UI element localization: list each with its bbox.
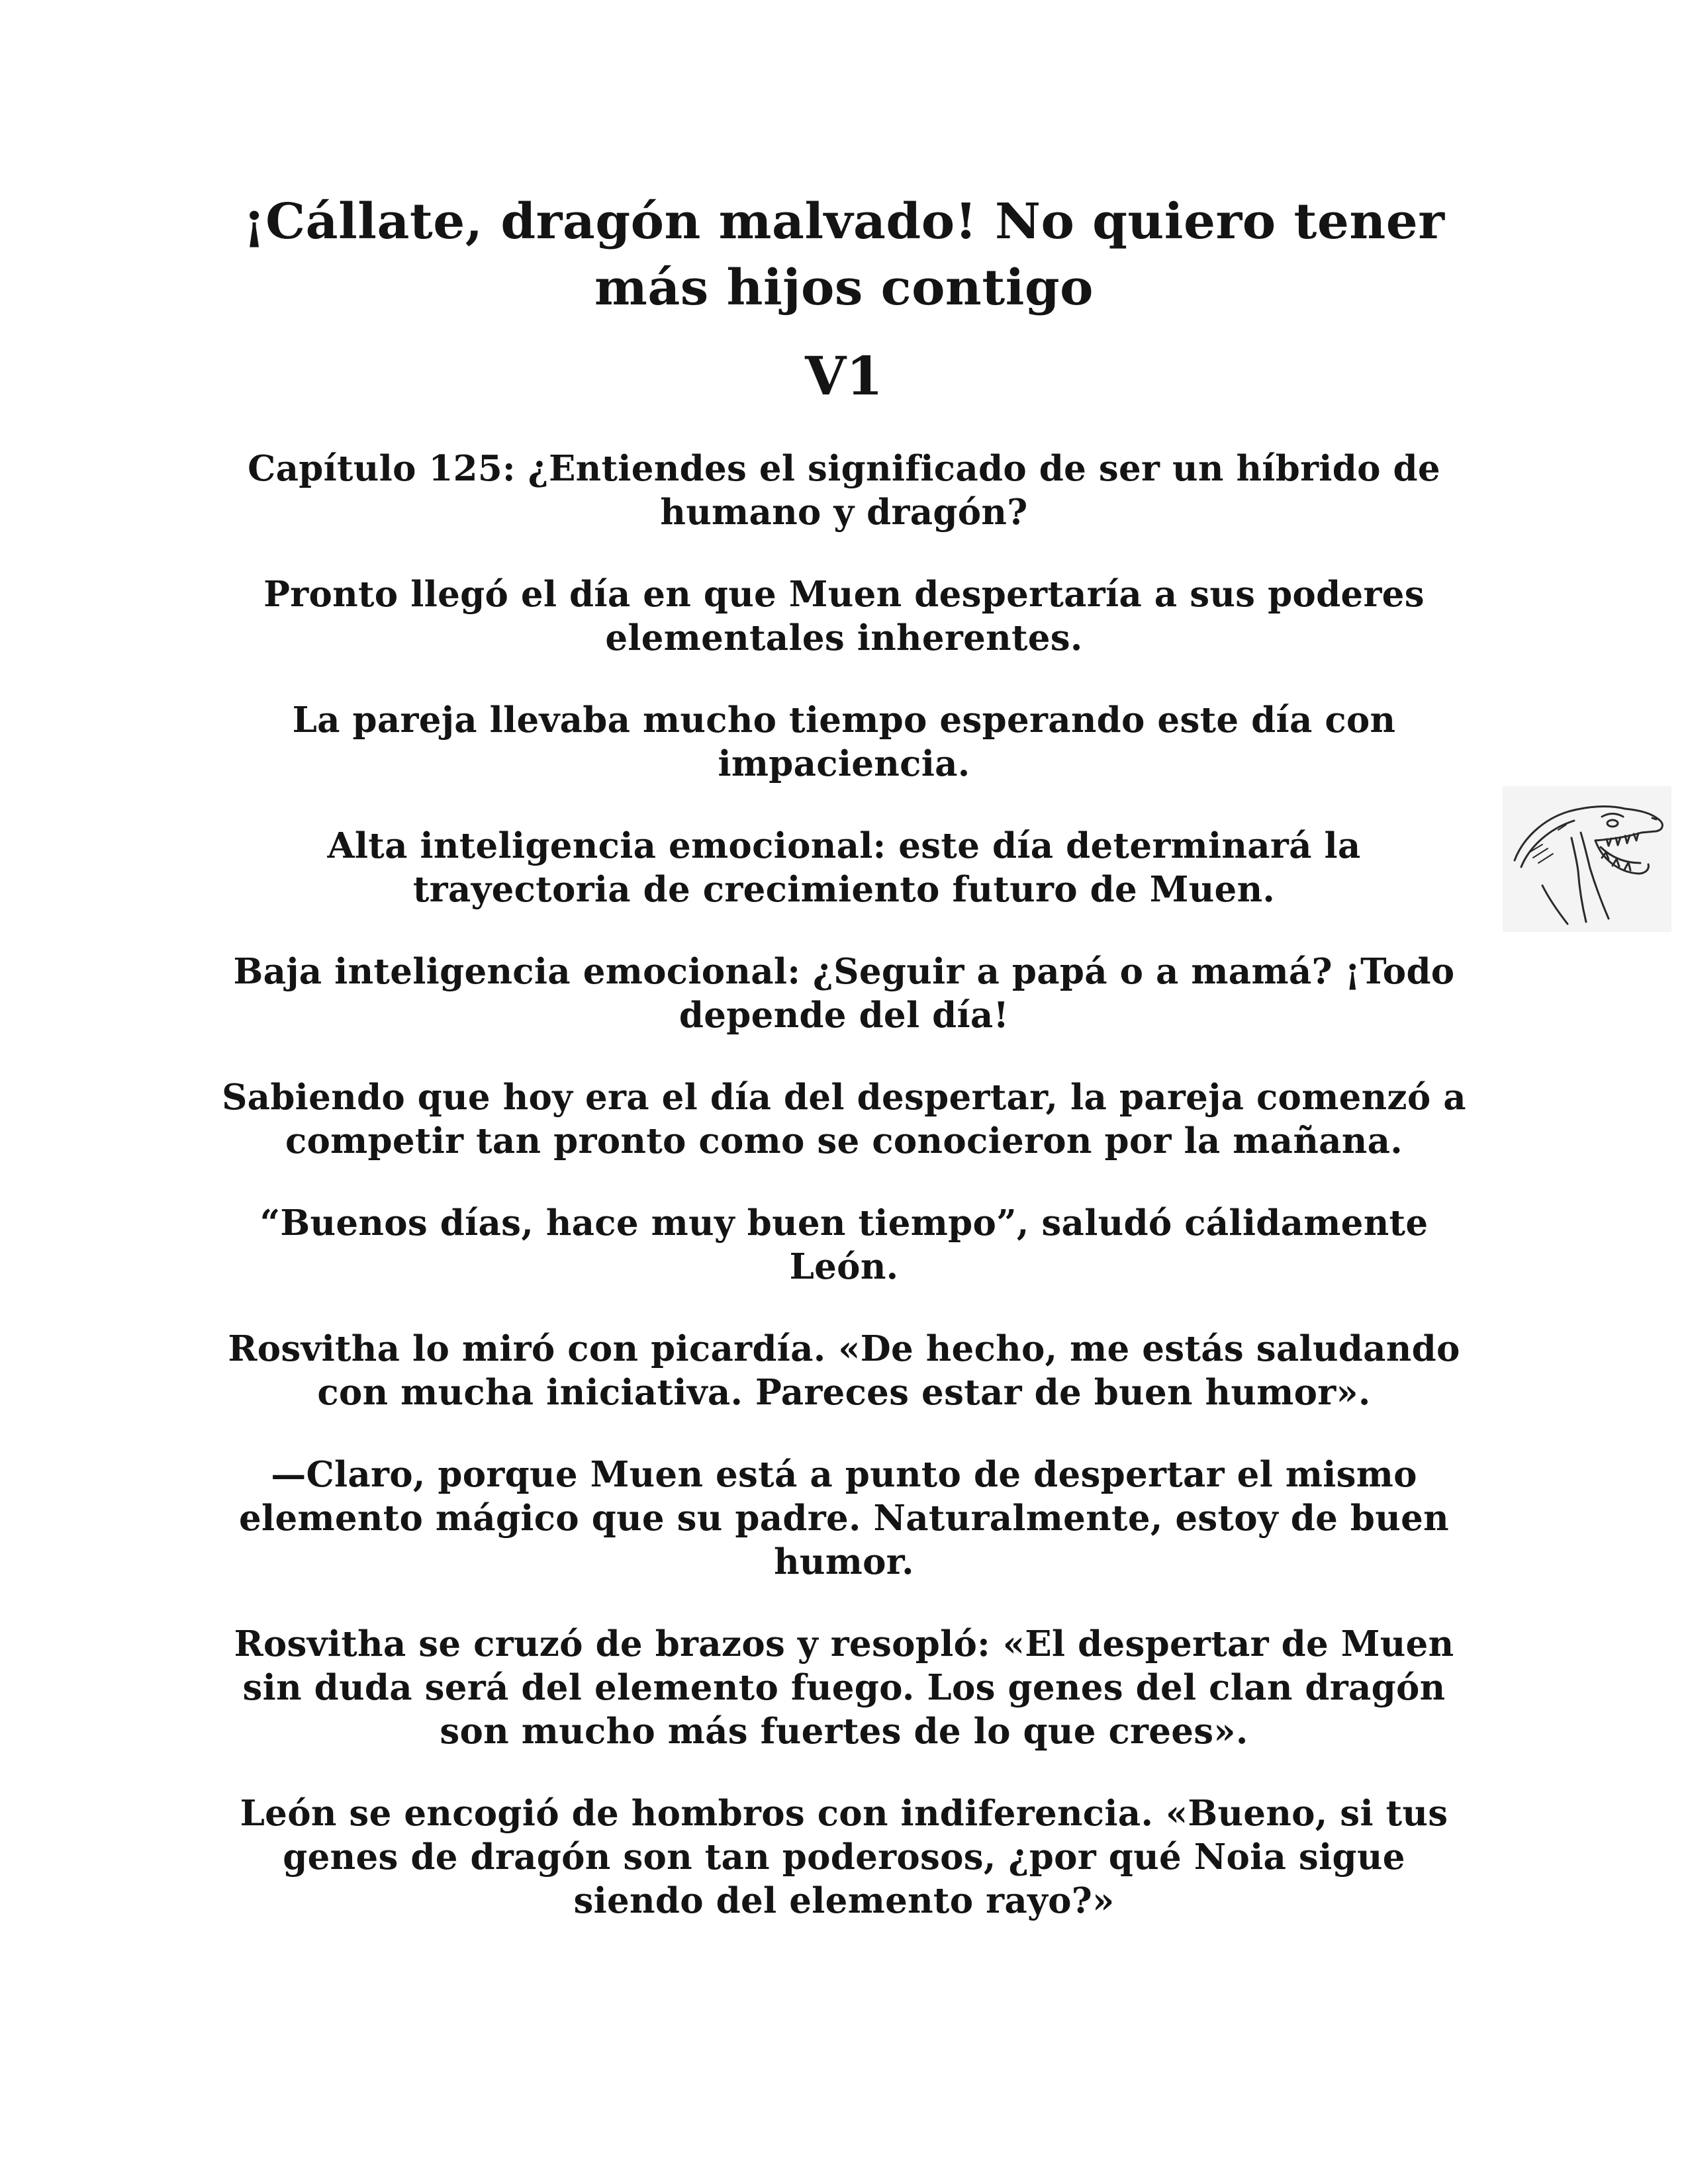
document-content bbox=[218, 189, 1470, 1961]
paragraph: Alta inteligencia emocional: este día determinará la trayectoria de crecimiento futuro de Muen. bbox=[327, 825, 1361, 910]
paragraph-chapter-heading: Capítulo 125: ¿Entiendes el significado de ser un híbrido de humano y dragón? bbox=[248, 448, 1440, 533]
paragraph: León se encogió de hombros con indiferencia. «Bueno, si tus genes de dragón son tan poderosos, ¿por qué Noia sigue siendo del elemento rayo?» bbox=[240, 1793, 1448, 1921]
paragraph: “Buenos días, hace muy buen tiempo”, saludó cálidamente León. bbox=[259, 1203, 1429, 1287]
dinosaur-head-sketch-icon bbox=[1503, 786, 1671, 932]
page-title: ¡Cállate, dragón malvado! No quiero tener más hijos contigo bbox=[243, 193, 1445, 316]
paragraph: —Claro, porque Muen está a punto de despertar el mismo elemento mágico que su padre. Naturalmente, estoy de buen humor. bbox=[239, 1454, 1449, 1582]
paragraph: Pronto llegó el día en que Muen despertaría a sus poderes elementales inherentes. bbox=[263, 574, 1425, 659]
paragraph: Baja inteligencia emocional: ¿Seguir a papá o a mamá? ¡Todo depende del día! bbox=[233, 951, 1455, 1036]
paragraph: Sabiendo que hoy era el día del despertar, la pareja comenzó a competir tan pronto como se conocieron por la mañana. bbox=[222, 1077, 1466, 1161]
paragraph-list bbox=[218, 447, 1470, 1923]
paragraph: Rosvitha se cruzó de brazos y resopló: «El despertar de Muen sin duda será del elemento fuego. Los genes del clan dragón son mucho más fuertes de lo que crees». bbox=[234, 1623, 1454, 1752]
paragraph: La pareja llevaba mucho tiempo esperando este día con impaciencia. bbox=[292, 700, 1396, 784]
dinosaur-head-svg bbox=[1503, 786, 1671, 932]
volume-label: V1 bbox=[805, 345, 883, 407]
paragraph: Rosvitha lo miró con picardía. «De hecho, me estás saludando con mucha iniciativa. Pareces estar de buen humor». bbox=[228, 1328, 1460, 1413]
